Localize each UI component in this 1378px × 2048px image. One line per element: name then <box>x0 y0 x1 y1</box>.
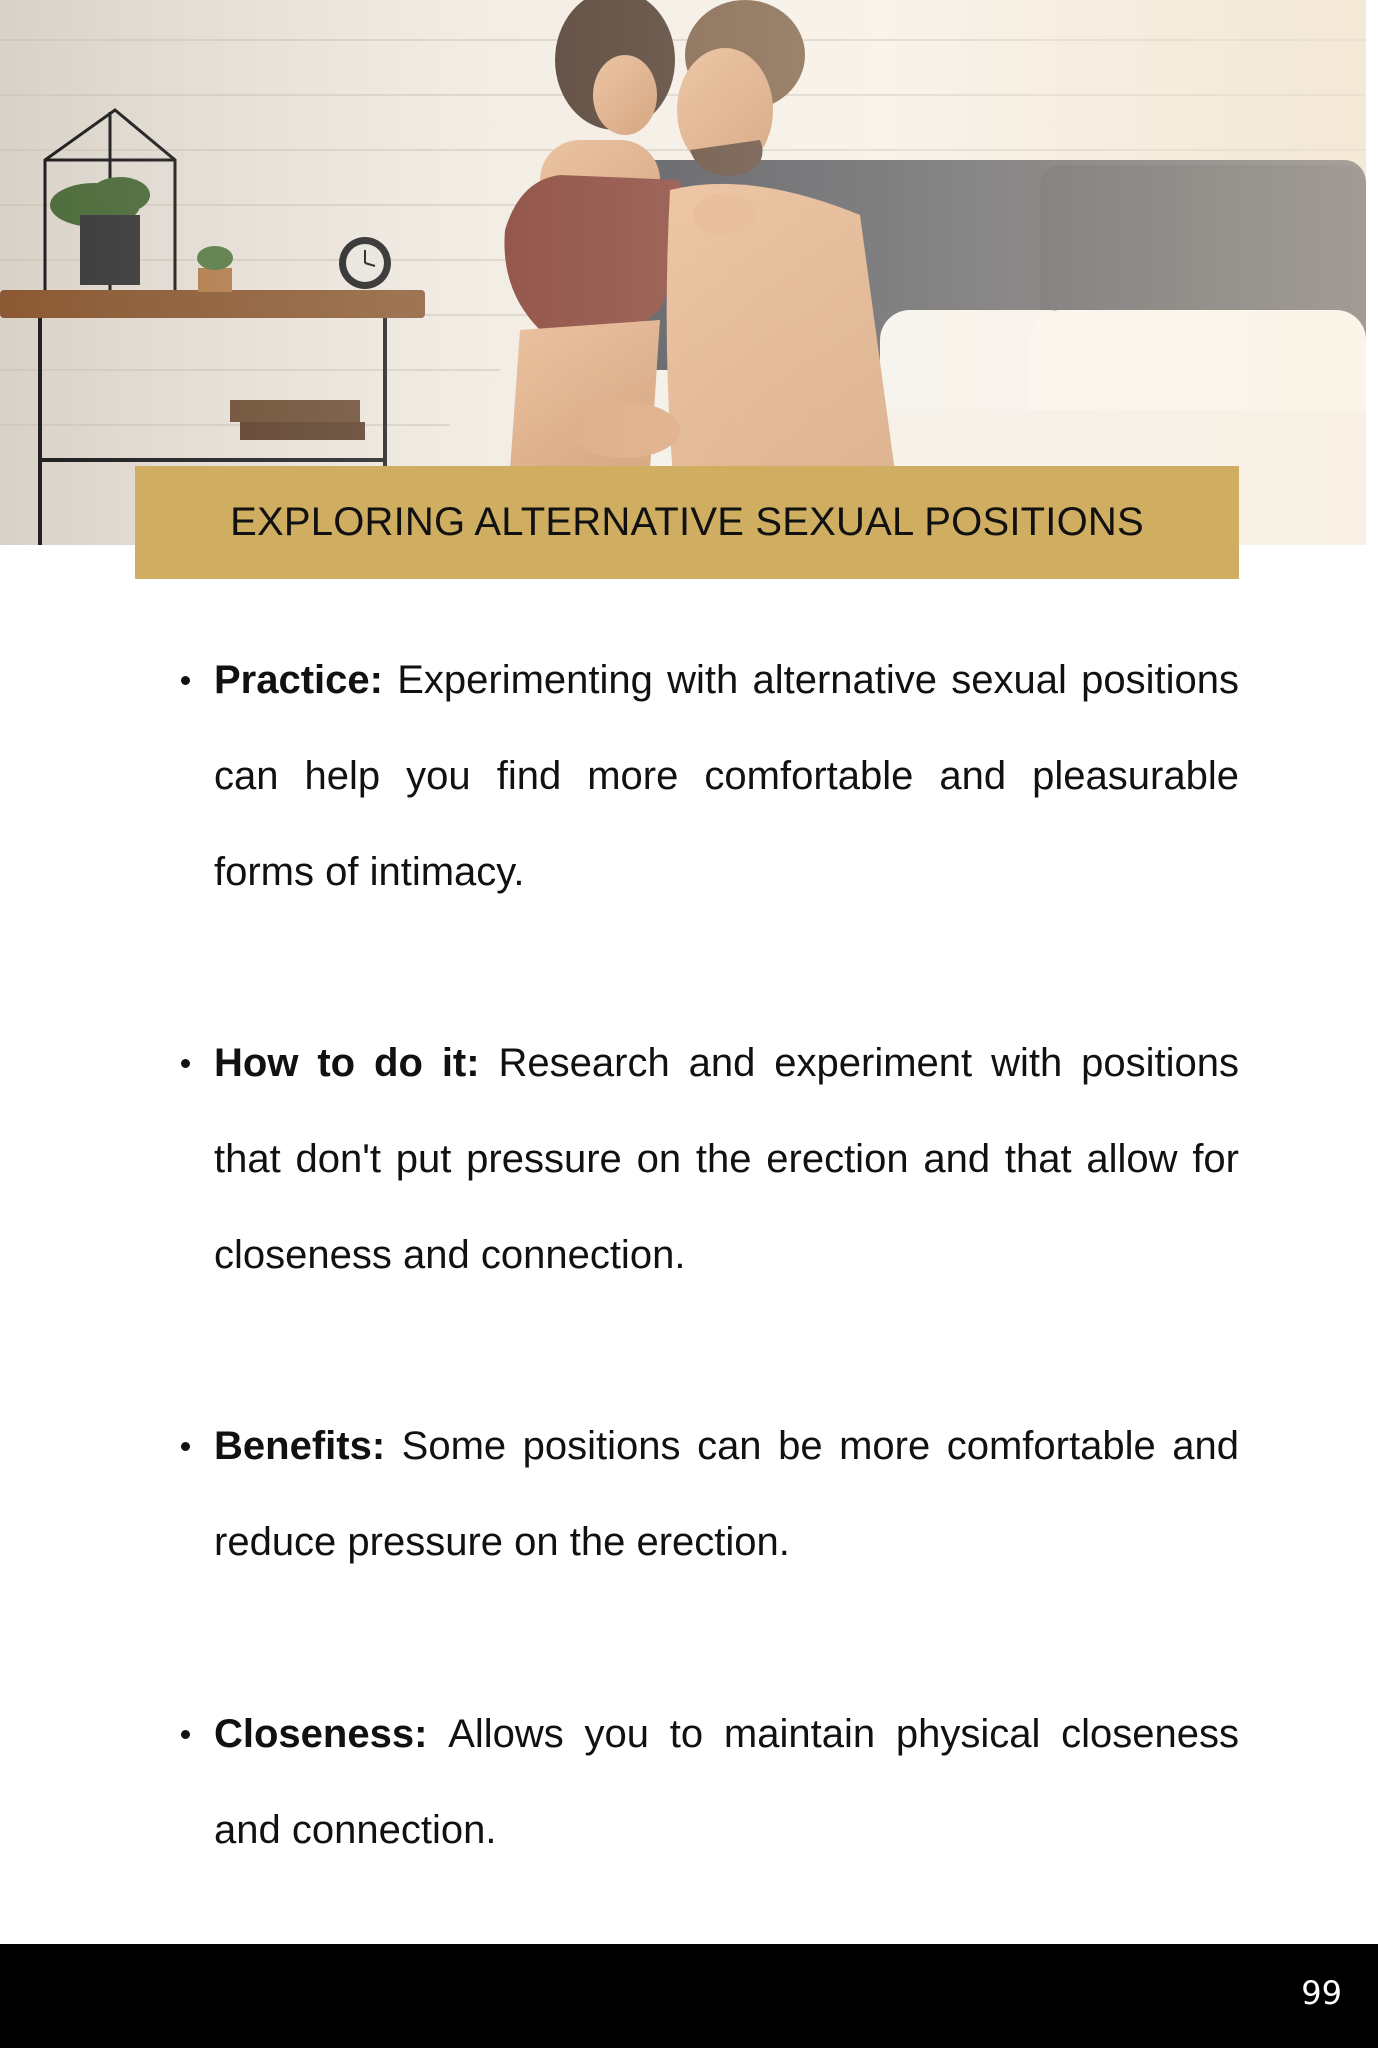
page-title: EXPLORING ALTERNATIVE SEXUAL POSITIONS <box>230 500 1144 544</box>
bullet-term: Benefits: <box>214 1424 402 1468</box>
list-item-practice <box>214 632 1239 920</box>
bullet-text: Experimenting with alternative sexual positions can help you find more comfortable and pleasurable forms of intimacy. <box>214 658 1239 894</box>
list-item-closeness <box>214 1686 1239 1878</box>
hero-photo <box>0 0 1366 545</box>
bullet-text: Research and experiment with positions that don't put pressure on the erection and that allow for closeness and connection. <box>214 1041 1239 1277</box>
list-item-how-to <box>214 1015 1239 1303</box>
page-number: 99 <box>1301 1974 1342 2012</box>
footer-bar <box>0 1944 1378 2048</box>
list-item-benefits <box>214 1398 1239 1590</box>
bullet-term: How to do it: <box>214 1041 499 1085</box>
bullet-term: Practice: <box>214 658 398 702</box>
title-banner <box>135 466 1239 579</box>
bullet-icon <box>181 1059 190 1068</box>
bullet-term: Closeness: <box>214 1712 449 1756</box>
bullet-icon <box>181 1730 190 1739</box>
bullet-icon <box>181 676 190 685</box>
bullet-text: Some positions can be more comfortable and reduce pressure on the erection. <box>214 1424 1239 1564</box>
bullet-icon <box>181 1442 190 1451</box>
bullet-text: Allows you to maintain physical closeness and connection. <box>214 1712 1240 1852</box>
